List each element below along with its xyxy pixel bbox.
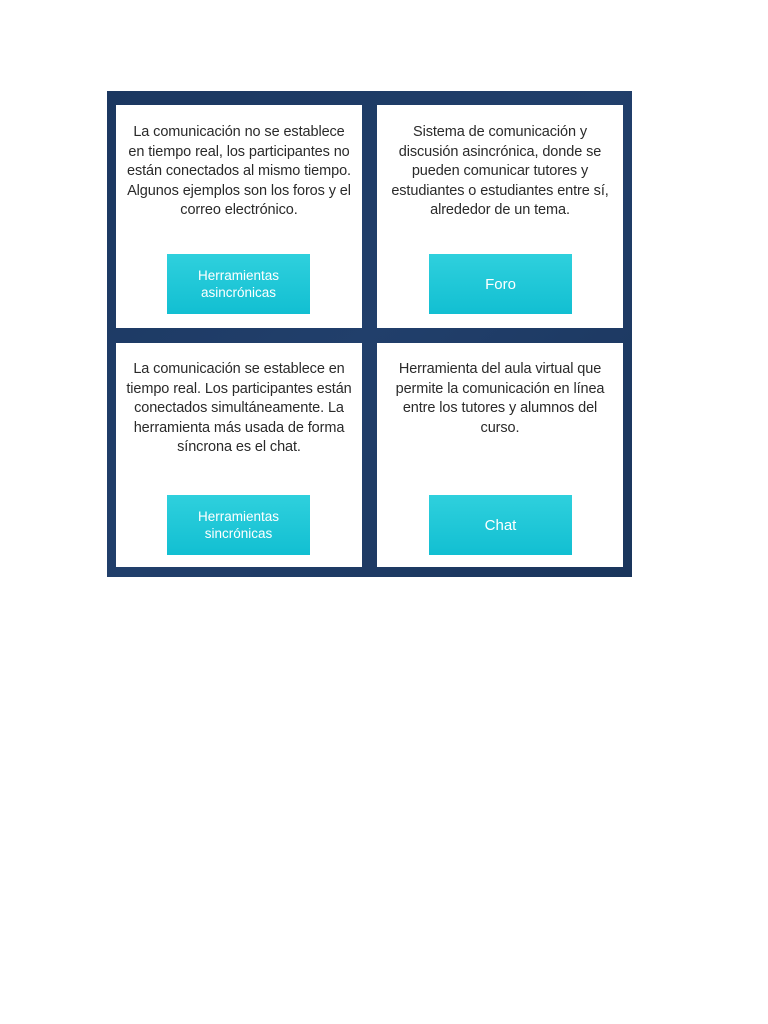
card-description: La comunicación no se establece en tiempo real, los participantes no están conectados al mismo tiempo. Algunos ejemplos son los foros y el correo electrónico. [127,124,351,219]
tools-board [107,91,632,577]
card-forum [377,105,623,328]
card-description: La comunicación se establece en tiempo real. Los participantes están conectados simultáneamente. La herramienta más usada de forma síncrona es el chat. [126,361,352,456]
card-chat [377,343,623,567]
chat-button[interactable]: Chat [429,495,572,555]
card-description: Herramienta del aula virtual que permite la comunicación en línea entre los tutores y alumnos del curso. [395,361,605,436]
card-asynchronous-tools [116,105,362,328]
forum-button[interactable]: Foro [429,254,572,314]
synchronous-tools-button[interactable]: Herramientas sincrónicas [167,495,310,555]
asynchronous-tools-button[interactable]: Herramientas asincrónicas [167,254,310,314]
card-description: Sistema de comunicación y discusión asincrónica, donde se pueden comunicar tutores y estudiantes o estudiantes entre sí, alrededor de un tema. [391,124,609,219]
card-synchronous-tools [116,343,362,567]
